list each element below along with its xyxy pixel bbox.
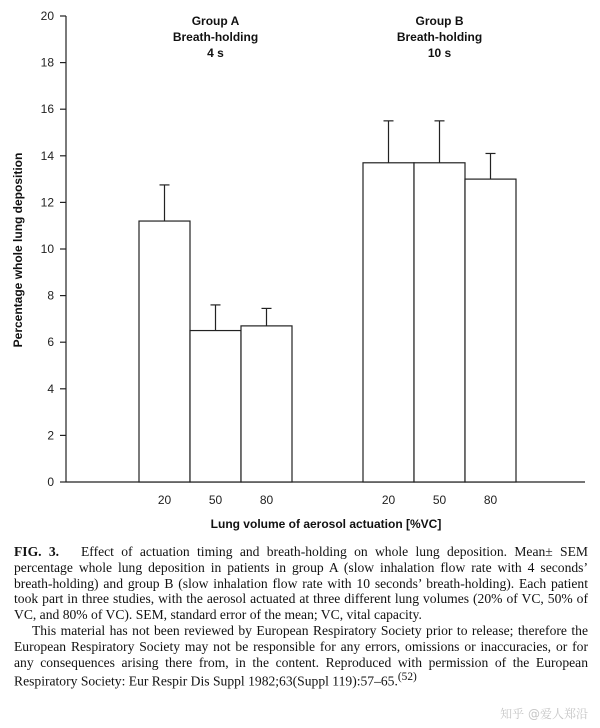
bar (465, 179, 516, 482)
group-title-line: Group B (415, 14, 464, 28)
x-tick-label: 80 (483, 493, 498, 507)
reference-marker: (52) (397, 671, 417, 684)
x-tick-label: 50 (432, 493, 447, 507)
y-tick-label: 4 (47, 381, 54, 396)
bar (363, 163, 414, 482)
group-titles (173, 14, 482, 60)
bar (190, 331, 241, 482)
bars (139, 121, 516, 482)
y-tick-label: 20 (40, 9, 54, 23)
y-tick-label: 16 (40, 102, 54, 117)
bar (241, 326, 292, 482)
group-title-line: 10 s (427, 46, 452, 60)
bar (414, 163, 465, 482)
group-title-line: Breath-holding (396, 30, 483, 44)
watermark: 知乎 @爱人郑沿 (500, 707, 588, 721)
caption-text: Effect of actuation timing and breath-holding on whole lung deposition. Mean± SEM percentage whole lung deposition in patients in group A (slow inhalation flow rate with 4 seconds’ breath-holding) and group B (slow inhalation flow rate with 10 seconds’ breath-holding). Each patient took part in three studies, with the aerosol actuated at three different lung volumes (20% of VC, 50% of VC, and 80% of VC). SEM, standard error of the mean; VC, vital capacity. (14, 544, 588, 623)
x-tick-label: 50 (208, 493, 223, 507)
y-tick-label: 6 (47, 335, 54, 350)
x-tick-label: 20 (157, 493, 172, 507)
x-tick-labels (158, 493, 498, 507)
x-tick-label: 80 (259, 493, 274, 507)
y-tick-label: 8 (47, 288, 54, 303)
y-tick-label: 0 (47, 475, 54, 489)
y-tick-label: 10 (40, 242, 54, 256)
figure-label: FIG. 3. (14, 544, 60, 559)
group-title-line: Breath-holding (172, 30, 259, 44)
y-tick-label: 12 (40, 195, 54, 210)
group-title-line: 4 s (207, 46, 224, 60)
y-tick-label: 2 (47, 428, 54, 443)
group-title-line: Group A (191, 14, 240, 28)
y-tick-label: 18 (40, 55, 54, 70)
y-axis-label: Percentage whole lung deposition (11, 152, 25, 348)
y-tick-label: 14 (40, 148, 54, 163)
figure-caption (14, 544, 588, 690)
bar (139, 221, 190, 482)
x-axis-label: Lung volume of aerosol actuation [%VC] (210, 517, 442, 531)
permission-text: This material has not been reviewed by European Respiratory Society prior to release; therefore the European Respiratory Society may not be responsible for any errors, omissions or inaccuracies, or for any consequences arising there from, in the content. Reproduced with permission of the European Respiratory Society: Eur Respir Dis Suppl 1982;63(Suppl 119):57–65. (14, 622, 588, 689)
x-tick-label: 20 (381, 493, 396, 507)
